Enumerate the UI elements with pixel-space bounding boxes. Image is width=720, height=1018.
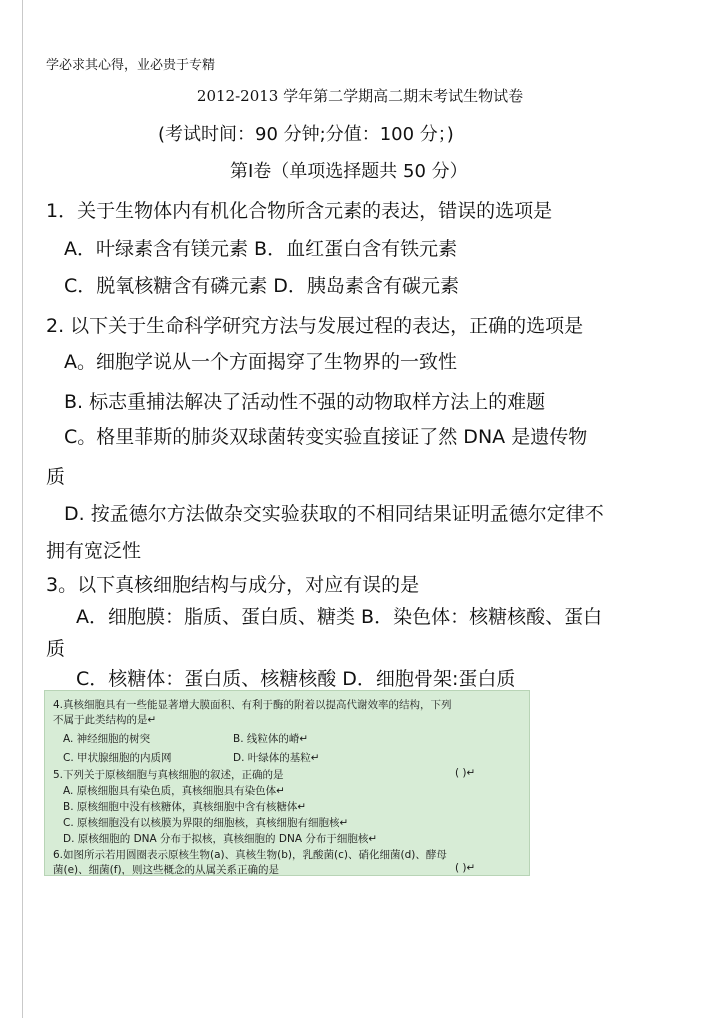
question-2-option-line: C。格里菲斯的肺炎双球菌转变实验直接证了然 DNA 是遗传物	[64, 426, 588, 448]
inset-line: C. 甲状腺细胞的内质网	[63, 752, 172, 764]
question-2-option-line: A。细胞学说从一个方面揭穿了生物界的一致性	[64, 351, 457, 373]
question-2-option-line: B. 标志重捕法解决了活动性不强的动物取样方法上的难题	[64, 391, 546, 413]
inset-line: 5.下列关于原核细胞与真核细胞的叙述，正确的是	[53, 769, 284, 781]
exam-title: 2012-2013 学年第二学期高二期末考试生物试卷	[196, 87, 524, 105]
page-edge-line	[22, 0, 23, 1018]
question-3-option-line: 质	[46, 638, 66, 660]
question-3-option-line: A．细胞膜：脂质、蛋白质、糖类 B．染色体：核糖核酸、蛋白	[76, 606, 603, 628]
question-2-stem: 2. 以下关于生命科学研究方法与发展过程的表达，正确的选项是	[46, 315, 584, 337]
inset-line: A. 神经细胞的树突	[63, 733, 151, 745]
question-2-option-line: 质	[46, 466, 66, 488]
header-motto: 学必求其心得，业必贵于专精	[46, 58, 216, 73]
inset-line: C. 原核细胞没有以核膜为界限的细胞核，真核细胞有细胞核↵	[63, 817, 349, 829]
exam-subtitle: (考试时间：90 分钟;分值：100 分；)	[158, 124, 454, 145]
question-2-option-line: 拥有宽泛性	[46, 540, 142, 562]
question-2-option-line: D. 按孟德尔方法做杂交实验获取的不相同结果证明孟德尔定律不	[64, 503, 604, 525]
question-1-option-line: C．脱氧核糖含有磷元素 D．胰岛素含有碳元素	[64, 275, 459, 297]
inset-line: ( )↵	[455, 767, 476, 779]
question-3-option-line: C．核糖体：蛋白质、核糖核酸 D．细胞骨架:蛋白质	[76, 668, 516, 690]
inset-line: D. 叶绿体的基粒↵	[233, 752, 320, 764]
inset-line: 菌(e)、细菌(f)，则这些概念的从属关系正确的是	[53, 864, 280, 876]
inset-line: A. 原核细胞具有染色质，真核细胞具有染色体↵	[63, 785, 285, 797]
inset-line: 不属于此类结构的是↵	[53, 714, 157, 726]
inset-line: 4.真核细胞具有一些能显著增大膜面积、有利于酶的附着以提高代谢效率的结构，下列	[53, 699, 452, 711]
inset-line: ( )↵	[455, 862, 476, 874]
question-1-option-line: A．叶绿素含有镁元素 B．血红蛋白含有铁元素	[64, 238, 458, 260]
inset-line: 6.如图所示若用圆圈表示原核生物(a)、真核生物(b)，乳酸菌(c)、硝化细菌(d)、酵母	[53, 849, 447, 861]
inset-line: D. 原核细胞的 DNA 分布于拟核，真核细胞的 DNA 分布于细胞核↵	[63, 833, 378, 845]
inset-line: B. 线粒体的嵴↵	[233, 733, 309, 745]
question-1-stem: 1．关于生物体内有机化合物所含元素的表达，错误的选项是	[46, 200, 553, 222]
inset-line: B. 原核细胞中没有核糖体，真核细胞中含有核糖体↵	[63, 801, 307, 813]
section-heading: 第Ⅰ卷（单项选择题共 50 分）	[230, 161, 468, 182]
question-3-stem: 3。以下真核细胞结构与成分，对应有误的是	[46, 574, 420, 596]
inset-question-image	[44, 690, 530, 876]
